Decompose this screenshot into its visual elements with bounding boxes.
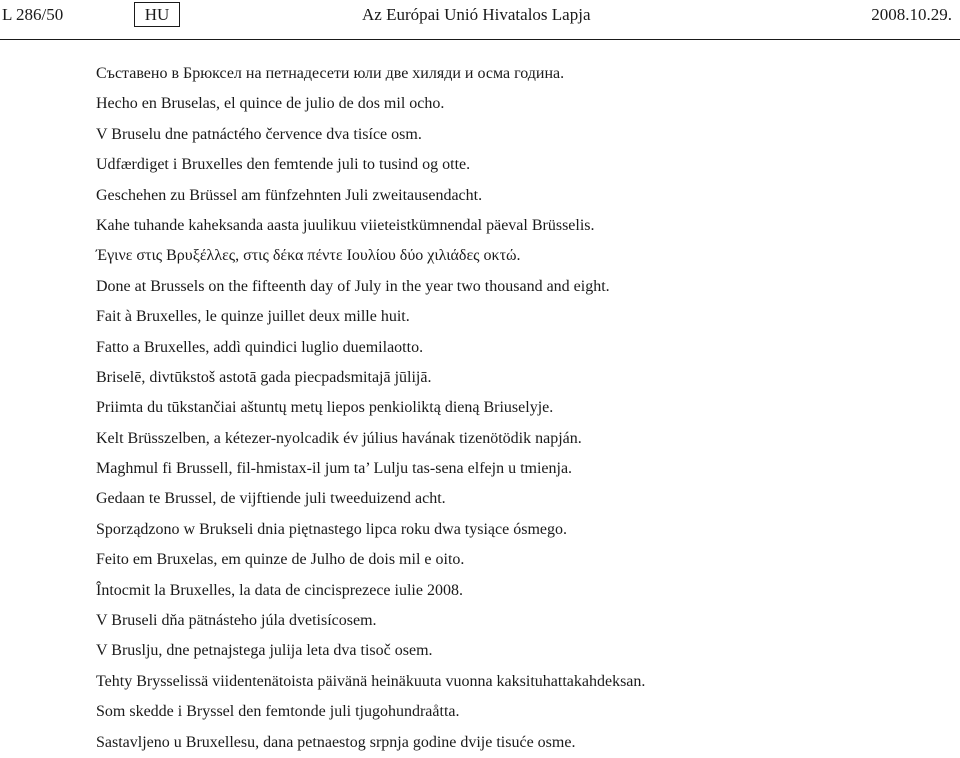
- page-reference: L 286/50: [2, 5, 64, 24]
- statement-line: Sastavljeno u Bruxellesu, dana petnaestog srpnja godine dvije tisuće osme.: [96, 733, 576, 751]
- statement-line: Tehty Brysselissä viidentenätoista päivänä heinäkuuta vuonna kaksituhattakahdeksan.: [96, 672, 646, 690]
- statement-line: Έγινε στις Βρυξέλλες, στις δέκα πέντε Ιουλίου δύο χιλιάδες οκτώ.: [96, 247, 521, 265]
- statement-line: Hecho en Bruselas, el quince de julio de dos mil ocho.: [96, 95, 445, 113]
- statement-line: Kahe tuhande kaheksanda aasta juulikuu viieteistkümnendal päeval Brüsselis.: [96, 216, 595, 234]
- statement-line: Fatto a Bruxelles, addì quindici luglio duemilaotto.: [96, 338, 424, 356]
- statement-line: Feito em Bruxelas, em quinze de Julho de dois mil e oito.: [96, 551, 465, 569]
- statement-line: Gedaan te Brussel, de vijftiende juli tweeduizend acht.: [96, 490, 446, 508]
- statement-line: Done at Brussels on the fifteenth day of July in the year two thousand and eight.: [96, 277, 610, 295]
- statement-line: Întocmit la Bruxelles, la data de cincisprezece iulie 2008.: [96, 581, 463, 599]
- signing-statements: [96, 59, 956, 758]
- statement-line: Съставено в Брюксел на петнадесети юли две хиляди и осма година.: [96, 65, 565, 82]
- statement-line: Fait à Bruxelles, le quinze juillet deux mille huit.: [96, 308, 410, 326]
- page-header: [0, 0, 960, 40]
- statement-line: V Bruslju, dne petnajstega julija leta dva tisoč osem.: [96, 642, 433, 660]
- statement-line: Priimta du tūkstančiai aštuntų metų liepos penkioliktą dieną Briuselyje.: [96, 399, 554, 417]
- statement-line: Kelt Brüsszelben, a kétezer-nyolcadik év július havának tizenötödik napján.: [96, 429, 582, 447]
- language-badge: HU: [134, 2, 180, 27]
- statement-line: V Bruseli dňa pätnásteho júla dvetisícosem.: [96, 612, 377, 630]
- statement-line: Som skedde i Bryssel den femtonde juli tjugohundraåtta.: [96, 703, 460, 721]
- statement-line: V Bruselu dne patnáctého července dva tisíce osm.: [96, 125, 422, 143]
- statement-line: Sporządzono w Brukseli dnia piętnastego lipca roku dwa tysiące ósmego.: [96, 520, 567, 538]
- journal-title: Az Európai Unió Hivatalos Lapja: [362, 5, 591, 24]
- statement-line: Briselē, divtūkstoš astotā gada piecpadsmitajā jūlijā.: [96, 368, 432, 386]
- statement-line: Udfærdiget i Bruxelles den femtende juli to tusind og otte.: [96, 156, 471, 174]
- publication-date: 2008.10.29.: [871, 5, 952, 24]
- statement-line: Geschehen zu Brüssel am fünfzehnten Juli zweitausendacht.: [96, 186, 483, 204]
- statement-line: Maghmul fi Brussell, fil-hmistax-il jum ta’ Lulju tas-sena elfejn u tmienja.: [96, 460, 573, 478]
